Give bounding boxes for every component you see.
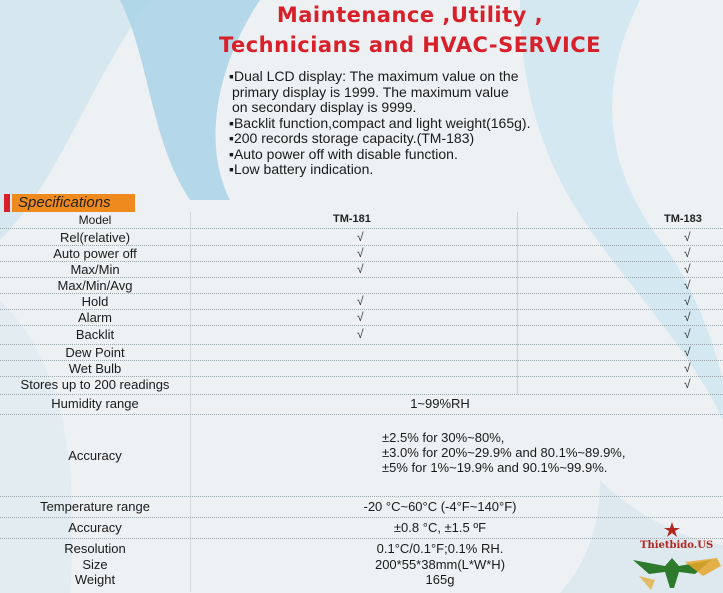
check-mark: √: [357, 230, 364, 244]
check-mark: √: [684, 294, 691, 308]
check-mark: √: [357, 327, 364, 341]
row-divider: [0, 414, 723, 415]
weight-value: 165g: [425, 572, 455, 587]
column-divider: [517, 212, 518, 394]
check-mark: √: [357, 294, 364, 308]
row-label: Resolution: [64, 541, 126, 556]
row-label: Temperature range: [40, 499, 150, 514]
row-divider: [0, 228, 723, 229]
row-label: Size: [82, 557, 108, 572]
feature-item: on secondary display is 9999.: [232, 99, 417, 115]
row-label: Accuracy: [68, 520, 122, 535]
eagle-logo-icon: [625, 518, 723, 593]
accuracy-line: ±3.0% for 20%~29.9% and 80.1%~89.9%,: [382, 445, 626, 460]
row-label: Weight: [74, 572, 116, 587]
check-mark: √: [684, 345, 691, 359]
row-label: Alarm: [78, 310, 112, 325]
feature-item: ▪200 records storage capacity.(TM-183): [229, 130, 475, 146]
check-mark: √: [684, 327, 691, 341]
feature-item: ▪Backlit function,compact and light weight(165g).: [229, 114, 531, 131]
check-mark: √: [684, 361, 691, 375]
title-line-1: Maintenance ,Utility ,: [276, 3, 544, 27]
row-divider: [0, 517, 723, 518]
check-mark: √: [684, 230, 691, 244]
table-header-row: [0, 213, 723, 228]
title-line-2: Technicians and HVAC-SERVICE: [218, 33, 602, 57]
row-label: Backlit: [75, 327, 115, 342]
model-tm183: TM-183: [664, 213, 702, 225]
check-mark: √: [684, 246, 691, 260]
row-label: Auto power off: [53, 246, 137, 261]
temperature-range-value: -20 °C~60°C (-4°F~140°F): [363, 499, 517, 514]
row-label: Rel(relative): [59, 230, 131, 245]
row-divider: [0, 325, 723, 326]
feature-item: ▪Auto power off with disable function.: [229, 145, 458, 162]
row-divider: [0, 394, 723, 395]
model-label: Model: [78, 213, 112, 227]
row-label: Accuracy: [68, 448, 122, 463]
watermark-text: Thietbido.US: [640, 540, 714, 551]
specifications-tag: Specifications: [12, 194, 135, 212]
row-divider: [0, 496, 723, 497]
row-label: Humidity range: [51, 396, 139, 411]
check-mark: √: [684, 262, 691, 276]
row-label: Wet Bulb: [68, 361, 122, 376]
accuracy-line: ±5% for 1%~19.9% and 90.1%~99.9%.: [382, 460, 608, 475]
row-label: Hold: [81, 294, 109, 309]
temperature-accuracy-value: ±0.8 °C, ±1.5 ºF: [393, 520, 487, 535]
resolution-value: 0.1°C/0.1°F;0.1% RH.: [376, 541, 504, 556]
feature-item: ▪Dual LCD display: The maximum value on the: [229, 68, 519, 84]
size-value: 200*55*38mm(L*W*H): [374, 557, 506, 572]
check-mark: √: [357, 246, 364, 260]
check-mark: √: [684, 377, 691, 391]
row-label: Dew Point: [65, 345, 125, 360]
check-mark: √: [684, 278, 691, 292]
feature-item: ▪Low battery indication.: [229, 161, 374, 177]
row-label: Stores up to 200 readings: [20, 377, 170, 392]
row-label: Max/Min/Avg: [57, 278, 133, 293]
model-tm181: TM-181: [333, 213, 371, 225]
feature-item: primary display is 1999. The maximum value: [232, 83, 509, 100]
check-mark: √: [357, 310, 364, 324]
check-mark: √: [684, 310, 691, 324]
accuracy-line: ±2.5% for 30%~80%,: [382, 430, 505, 445]
row-divider: [0, 538, 723, 539]
check-mark: √: [357, 262, 364, 276]
row-label: Max/Min: [70, 262, 120, 277]
humidity-range-value: 1~99%RH: [410, 396, 470, 411]
feature-list: [229, 69, 629, 178]
